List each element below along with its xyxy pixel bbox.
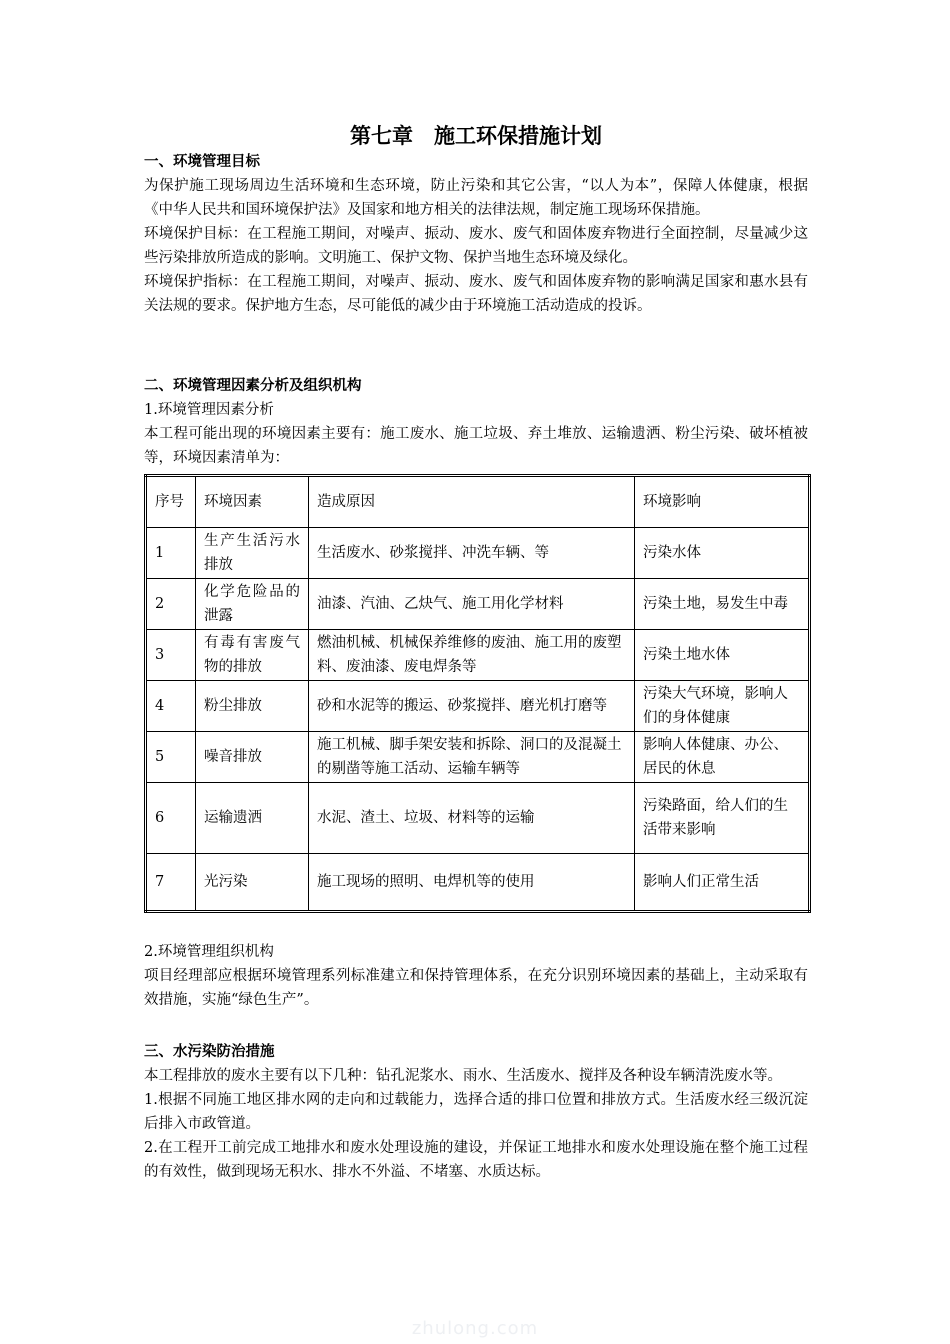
header-index: 序号 [146, 476, 196, 528]
section-2-org [144, 940, 808, 1012]
environment-factor-table [144, 474, 811, 913]
section-1-heading: 一、环境管理目标 [144, 154, 260, 170]
cell-factor: 运输遗洒 [196, 783, 309, 854]
table-row [146, 732, 810, 783]
section-2-paragraph-1: 本工程可能出现的环境因素主要有：施工废水、施工垃圾、弃土堆放、运输遗洒、粉尘污染、破坏植被等，环境因素清单为： [144, 426, 808, 466]
section-1-paragraph-2: 环境保护目标：在工程施工期间，对噪声、振动、废水、废气和固体废弃物进行全面控制，尽量减少这些污染排放所造成的影响。文明施工、保护文物、保护当地生态环境及绿化。 [144, 226, 808, 266]
header-cause: 造成原因 [309, 476, 635, 528]
cell-impact: 污染土地水体 [635, 630, 810, 681]
table-row [146, 783, 810, 854]
section-2 [144, 374, 808, 470]
cell-cause: 生活废水、砂浆搅拌、冲洗车辆、等 [309, 528, 635, 579]
section-3-paragraph-3: 2.在工程开工前完成工地排水和废水处理设施的建设，并保证工地排水和废水处理设施在整个施工过程的有效性，做到现场无积水、排水不外溢、不堵塞、水质达标。 [144, 1140, 808, 1180]
cell-cause: 水泥、渣土、垃圾、材料等的运输 [309, 783, 635, 854]
section-2-paragraph-2: 项目经理部应根据环境管理系列标准建立和保持管理体系，在充分识别环境因素的基础上，主动采取有效措施，实施“绿色生产”。 [144, 968, 808, 1008]
cell-cause: 砂和水泥等的搬运、砂浆搅拌、磨光机打磨等 [309, 681, 635, 732]
cell-impact: 污染水体 [635, 528, 810, 579]
cell-factor: 生产生活污水排放 [196, 528, 309, 579]
table-row [146, 854, 810, 912]
section-3-paragraph-2: 1.根据不同施工地区排水网的走向和过载能力，选择合适的排口位置和排放方式。生活废水经三级沉淀后排入市政管道。 [144, 1092, 808, 1132]
cell-cause: 施工现场的照明、电焊机等的使用 [309, 854, 635, 912]
cell-index: 5 [146, 732, 196, 783]
cell-index: 3 [146, 630, 196, 681]
section-1 [144, 150, 808, 318]
header-factor: 环境因素 [196, 476, 309, 528]
cell-index: 2 [146, 579, 196, 630]
table-row [146, 528, 810, 579]
cell-cause: 燃油机械、机械保养维修的废油、施工用的废塑料、废油漆、废电焊条等 [309, 630, 635, 681]
cell-factor: 化学危险品的泄露 [196, 579, 309, 630]
section-3 [144, 1040, 808, 1184]
chapter-title: 第七章 施工环保措施计划 [350, 124, 602, 148]
cell-index: 7 [146, 854, 196, 912]
cell-impact: 影响人体健康、办公、居民的休息 [635, 732, 810, 783]
watermark-text: zhulong.com [411, 1318, 539, 1339]
section-1-paragraph-3: 环境保护指标：在工程施工期间，对噪声、振动、废水、废气和固体废弃物的影响满足国家和惠水县有关法规的要求。保护地方生态，尽可能低的减少由于环境施工活动造成的投诉。 [144, 274, 808, 314]
cell-factor: 噪音排放 [196, 732, 309, 783]
section-1-paragraph-1: 为保护施工现场周边生活环境和生态环境，防止污染和其它公害，“以人为本”，保障人体健康，根据《中华人民共和国环境保护法》及国家和地方相关的法律法规，制定施工现场环保措施。 [144, 178, 808, 218]
cell-cause: 施工机械、脚手架安装和拆除、洞口的及混凝土的剔凿等施工活动、运输车辆等 [309, 732, 635, 783]
cell-index: 4 [146, 681, 196, 732]
table-row [146, 681, 810, 732]
cell-index: 1 [146, 528, 196, 579]
cell-impact: 污染土地，易发生中毒 [635, 579, 810, 630]
section-2-heading: 二、环境管理因素分析及组织机构 [144, 378, 362, 394]
section-3-paragraph-1: 本工程排放的废水主要有以下几种：钻孔泥浆水、雨水、生活废水、搅拌及各种设车辆清洗废水等。 [144, 1068, 782, 1084]
cell-impact: 污染路面，给人们的生活带来影响 [635, 783, 810, 854]
cell-factor: 有毒有害废气物的排放 [196, 630, 309, 681]
table-row [146, 579, 810, 630]
section-2-subheading-2: 2.环境管理组织机构 [144, 944, 274, 960]
table-header-row [146, 476, 810, 528]
header-impact: 环境影响 [635, 476, 810, 528]
cell-factor: 光污染 [196, 854, 309, 912]
section-3-heading: 三、水污染防治措施 [144, 1044, 275, 1060]
cell-index: 6 [146, 783, 196, 854]
cell-impact: 影响人们正常生活 [635, 854, 810, 912]
section-2-subheading-1: 1.环境管理因素分析 [144, 402, 274, 418]
cell-factor: 粉尘排放 [196, 681, 309, 732]
cell-cause: 油漆、汽油、乙炔气、施工用化学材料 [309, 579, 635, 630]
table-row [146, 630, 810, 681]
cell-impact: 污染大气环境，影响人们的身体健康 [635, 681, 810, 732]
